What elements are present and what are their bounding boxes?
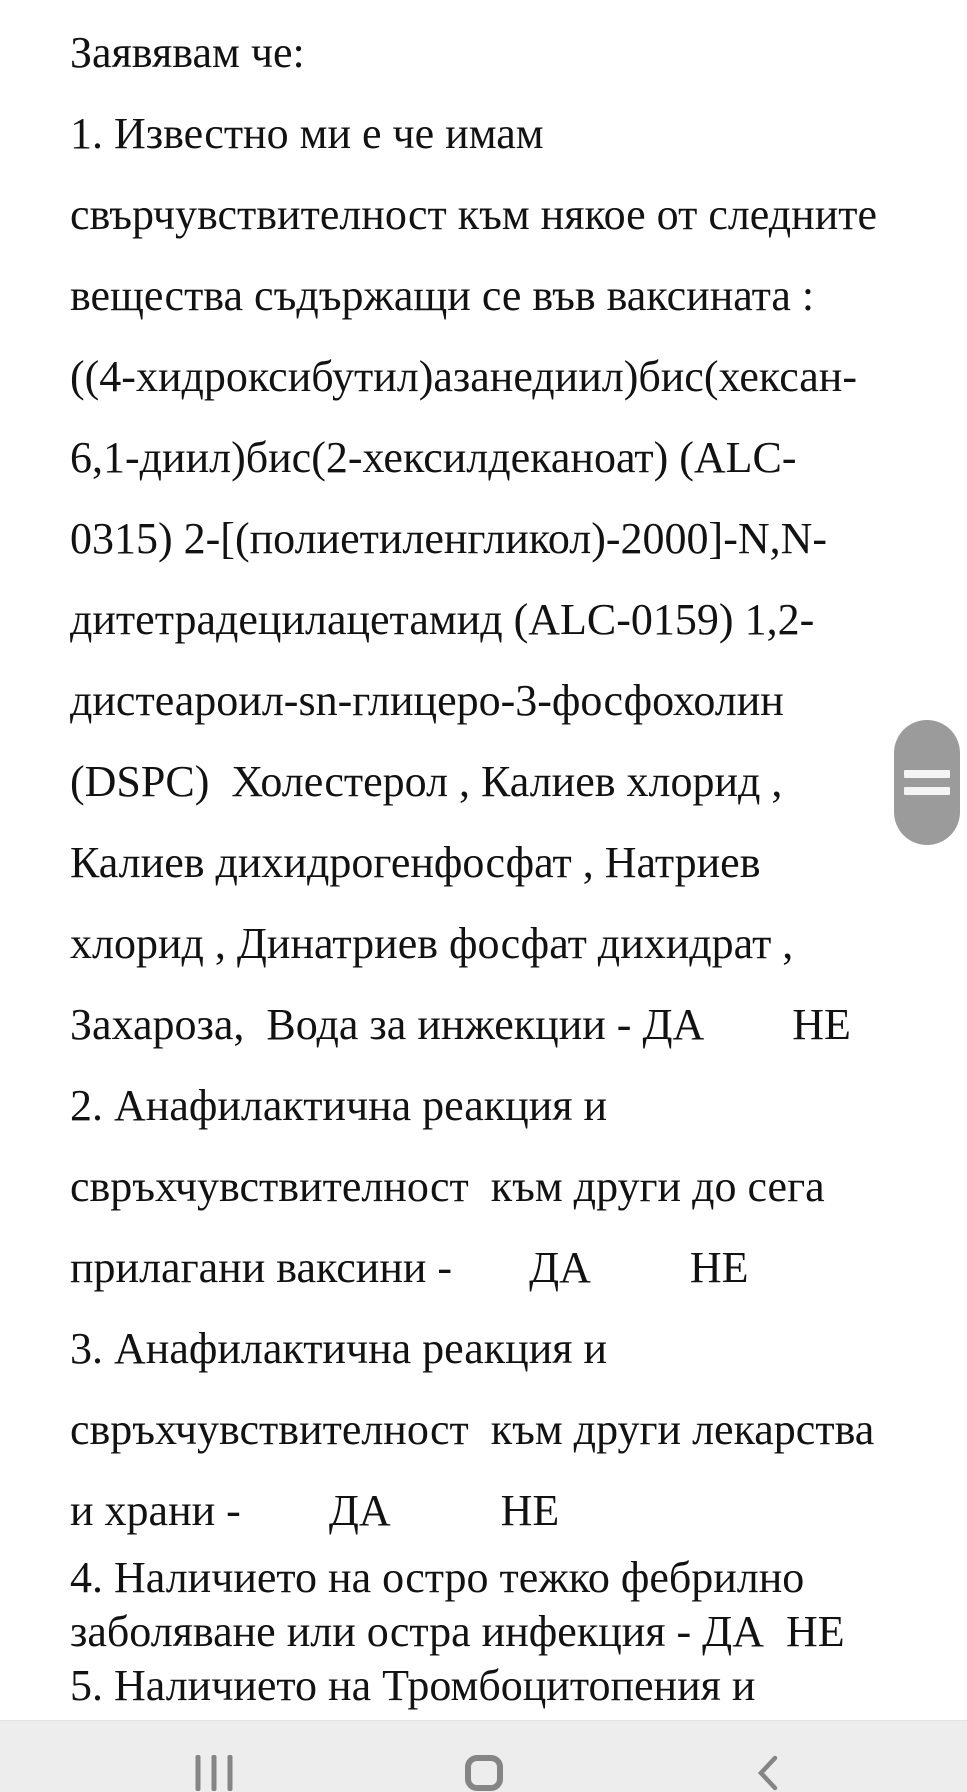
document-line: 4. Наличието на остро тежко фебрилно [70,1553,805,1602]
document-line: (DSPC) Холестерол , Калиев хлорид , [70,757,783,806]
document-line: Заявявам че: [70,28,305,77]
document-line: вещества съдържащи се във ваксината : [70,271,815,320]
document-line: и храни - ДА НЕ [70,1486,560,1535]
home-icon [465,1755,503,1791]
document-line: ((4-хидроксибутил)азанедиил)бис(хексан- [70,352,857,401]
back-icon [756,1755,780,1791]
document-line: заболяване или остра инфекция - ДА НЕ [70,1607,845,1656]
document-line: хлорид , Динатриев фосфат дихидрат , [70,919,794,968]
document-line: свръхчувствителност към други лекарства [70,1405,875,1454]
document-line: 1. Известно ми е че имам [70,109,544,158]
home-button[interactable] [414,1721,554,1792]
document-line: 2. Анафилактична реакция и [70,1081,608,1130]
document-line: свърчувствителност към някое от следните [70,190,877,239]
document-line: 0315) 2-[(полиетиленгликол)-2000]-N,N- [70,514,828,563]
document-line: 3. Анафилактична реакция и [70,1324,608,1373]
document-line: прилагани ваксини - ДА НЕ [70,1243,749,1292]
document-line: Калиев дихидрогенфосфат , Натриев [70,838,761,887]
document-line: свръхчувствителност към други до сега [70,1162,825,1211]
document-line: дистеароил-sn-глицеро-3-фосфохолин [70,676,784,725]
recents-button[interactable] [144,1721,284,1792]
document-line: 6,1-диил)бис(2-хексилдеканоат) (ALC- [70,433,797,482]
document-line: Захароза, Вода за инжекции - ДА НЕ [70,1000,851,1049]
document-line: 5. Наличието на Тромбоцитопения и [70,1661,756,1710]
recents-icon [196,1755,233,1791]
edge-panel-handle-grip-line [904,787,950,795]
navigation-bar [0,1720,967,1792]
back-button[interactable] [698,1721,838,1792]
document-body [70,12,927,1713]
document-line: дитетрадецилацетамид (ALC-0159) 1,2- [70,595,815,644]
edge-panel-handle-grip-line [904,770,950,778]
edge-panel-handle[interactable] [894,720,960,845]
